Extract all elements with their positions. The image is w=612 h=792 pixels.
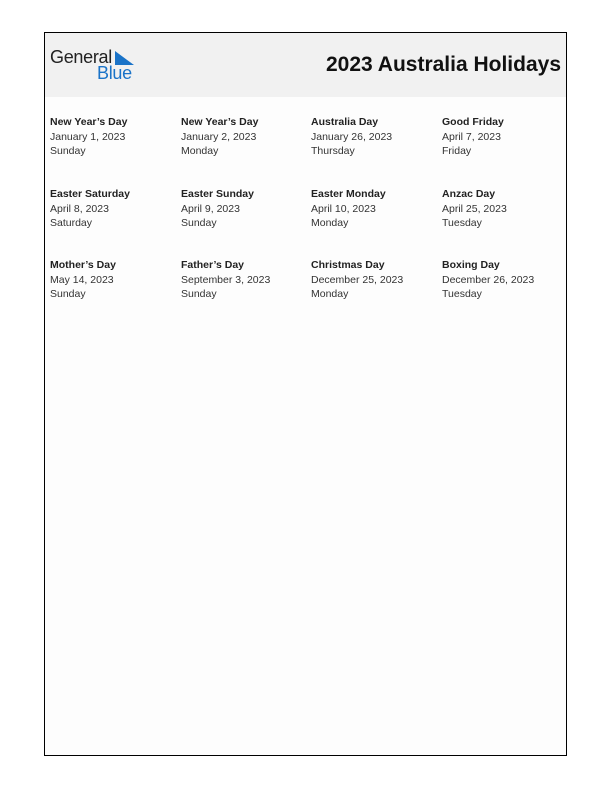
holiday-weekday: Sunday xyxy=(181,217,217,229)
holiday-weekday: Thursday xyxy=(311,145,355,157)
holiday-entry xyxy=(50,258,178,302)
holiday-date: December 26, 2023 xyxy=(442,273,535,286)
holiday-entry xyxy=(311,187,439,231)
holiday-weekday: Monday xyxy=(311,288,349,300)
holiday-name: Boxing Day xyxy=(442,259,500,271)
holiday-entry xyxy=(442,258,570,302)
holiday-entry xyxy=(442,115,570,159)
holiday-entry xyxy=(181,187,309,231)
holiday-name: Christmas Day xyxy=(311,259,385,271)
holiday-name: Easter Saturday xyxy=(50,188,130,200)
holiday-date: September 3, 2023 xyxy=(181,273,271,286)
holiday-weekday: Monday xyxy=(181,145,219,157)
holiday-date: May 14, 2023 xyxy=(50,273,114,286)
holiday-name: Australia Day xyxy=(311,116,379,128)
page-title: 2023 Australia Holidays xyxy=(326,53,561,76)
holiday-date: January 26, 2023 xyxy=(311,130,393,143)
holiday-entry xyxy=(442,187,570,231)
holiday-name: New Year’s Day xyxy=(50,116,128,128)
holiday-date: January 1, 2023 xyxy=(50,130,126,143)
holiday-weekday: Monday xyxy=(311,217,349,229)
holiday-weekday: Friday xyxy=(442,145,472,157)
holiday-date: April 7, 2023 xyxy=(442,130,501,143)
holiday-name: Easter Monday xyxy=(311,188,386,200)
holiday-name: Mother’s Day xyxy=(50,259,116,271)
logo-text-general: General xyxy=(50,47,112,67)
page-header xyxy=(45,33,566,97)
logo-text-blue: Blue xyxy=(97,63,132,83)
holiday-name: Easter Sunday xyxy=(181,188,254,200)
holiday-weekday: Saturday xyxy=(50,217,93,229)
holiday-name: Father’s Day xyxy=(181,259,245,271)
holiday-entry xyxy=(181,115,309,159)
holiday-date: April 10, 2023 xyxy=(311,202,376,215)
holiday-weekday: Sunday xyxy=(50,288,86,300)
holiday-weekday: Sunday xyxy=(181,288,217,300)
holiday-entry xyxy=(311,115,439,159)
holiday-entry xyxy=(311,258,439,302)
holiday-date: April 9, 2023 xyxy=(181,202,240,215)
holiday-weekday: Tuesday xyxy=(442,288,482,300)
holiday-weekday: Tuesday xyxy=(442,217,482,229)
holiday-entry xyxy=(50,187,178,231)
holiday-entry xyxy=(181,258,309,302)
holiday-name: Good Friday xyxy=(442,116,504,128)
brand-logo[interactable] xyxy=(50,47,140,83)
holiday-page xyxy=(44,32,567,756)
holiday-entry xyxy=(50,115,178,159)
holiday-date: April 8, 2023 xyxy=(50,202,109,215)
holiday-name: Anzac Day xyxy=(442,188,496,200)
holiday-date: December 25, 2023 xyxy=(311,273,404,286)
holiday-date: January 2, 2023 xyxy=(181,130,257,143)
holiday-date: April 25, 2023 xyxy=(442,202,507,215)
holiday-name: New Year’s Day xyxy=(181,116,259,128)
holiday-weekday: Sunday xyxy=(50,145,86,157)
